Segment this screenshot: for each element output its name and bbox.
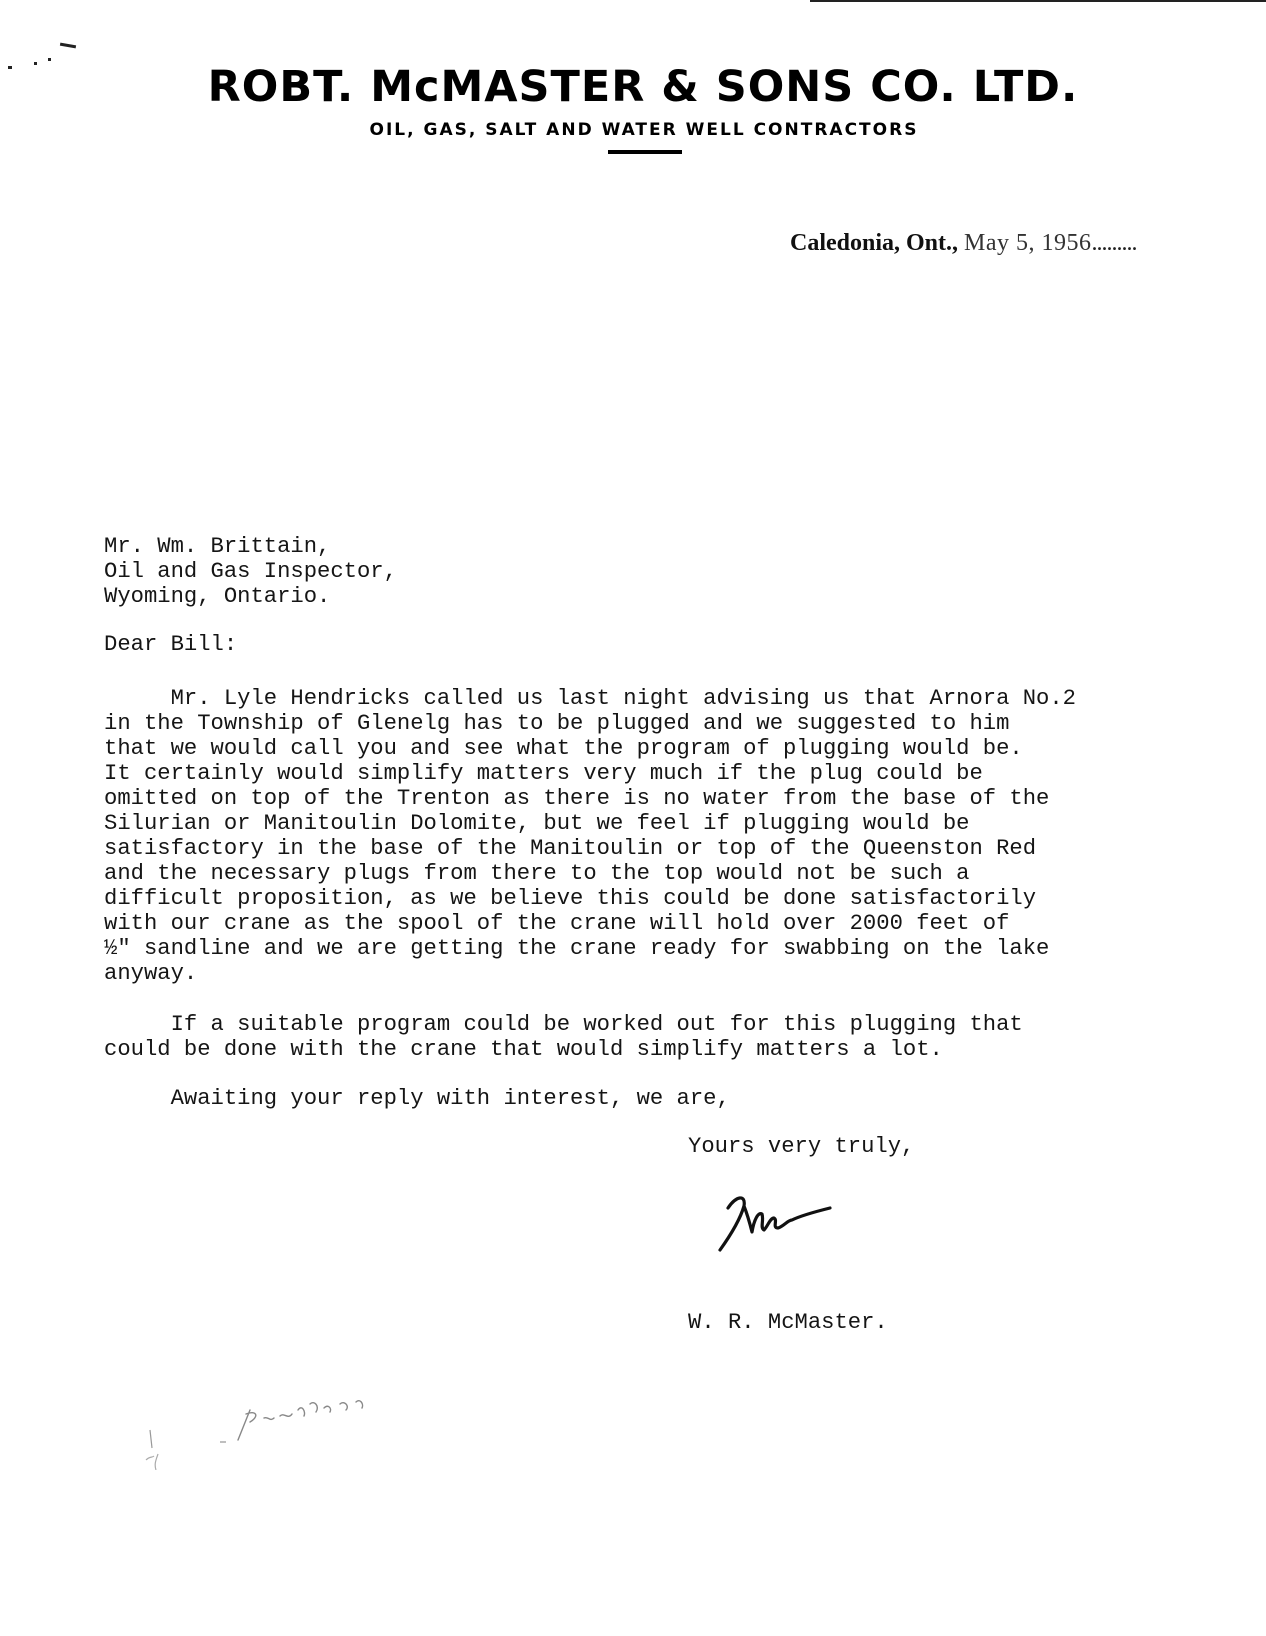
company-name: ROBT. McMASTER & SONS CO. LTD.	[207, 62, 1079, 112]
body-line: and the necessary plugs from there to the top would not be such a	[104, 861, 970, 886]
address-line: Mr. Wm. Brittain,	[104, 534, 331, 559]
salutation: Dear Bill:	[104, 632, 238, 657]
closing: Yours very truly,	[688, 1134, 915, 1159]
company-tagline: OIL, GAS, SALT AND WATER WELL CONTRACTORS	[369, 120, 919, 140]
top-edge-rule	[810, 0, 1266, 2]
body-line: satisfactory in the base of the Manitoulin or top of the Queenston Red	[104, 836, 1037, 861]
margin-mark	[48, 58, 51, 61]
signer-name: W. R. McMaster.	[688, 1310, 888, 1335]
body-paragraph-2	[104, 1012, 1023, 1062]
body-line: It certainly would simplify matters very much if the plug could be	[104, 761, 983, 786]
letterhead	[0, 62, 1266, 154]
letterhead-rule	[608, 150, 682, 154]
margin-mark	[60, 43, 76, 49]
address-line: Wyoming, Ontario.	[104, 584, 331, 609]
signature-mark	[710, 1188, 840, 1258]
dateline-leader: .........	[1091, 230, 1137, 256]
body-line: If a suitable program could be worked out for this plugging that	[104, 1012, 1023, 1037]
body-line: ½" sandline and we are getting the crane ready for swabbing on the lake	[104, 936, 1050, 961]
body-paragraph-3: Awaiting your reply with interest, we are,	[104, 1086, 730, 1111]
body-line: anyway.	[104, 961, 198, 986]
body-paragraph-1	[104, 686, 1244, 986]
body-line: Mr. Lyle Hendricks called us last night advising us that Arnora No.2	[104, 686, 1076, 711]
body-line: with our crane as the spool of the crane will hold over 2000 feet of	[104, 911, 1010, 936]
dateline-date: May 5, 1956	[964, 230, 1092, 256]
body-line: could be done with the crane that would simplify matters a lot.	[104, 1037, 943, 1062]
address-line: Oil and Gas Inspector,	[104, 559, 397, 584]
dateline-place: Caledonia, Ont.,	[790, 230, 959, 256]
pencil-notation	[110, 1360, 400, 1470]
recipient-address	[104, 534, 397, 609]
body-line: that we would call you and see what the program of plugging would be.	[104, 736, 1023, 761]
body-line: difficult proposition, as we believe this could be done satisfactorily	[104, 886, 1037, 911]
body-line: in the Township of Glenelg has to be plugged and we suggested to him	[104, 711, 1010, 736]
body-line: Silurian or Manitoulin Dolomite, but we feel if plugging would be	[104, 811, 970, 836]
dateline	[790, 230, 1137, 257]
body-line: omitted on top of the Trenton as there is no water from the base of the	[104, 786, 1050, 811]
